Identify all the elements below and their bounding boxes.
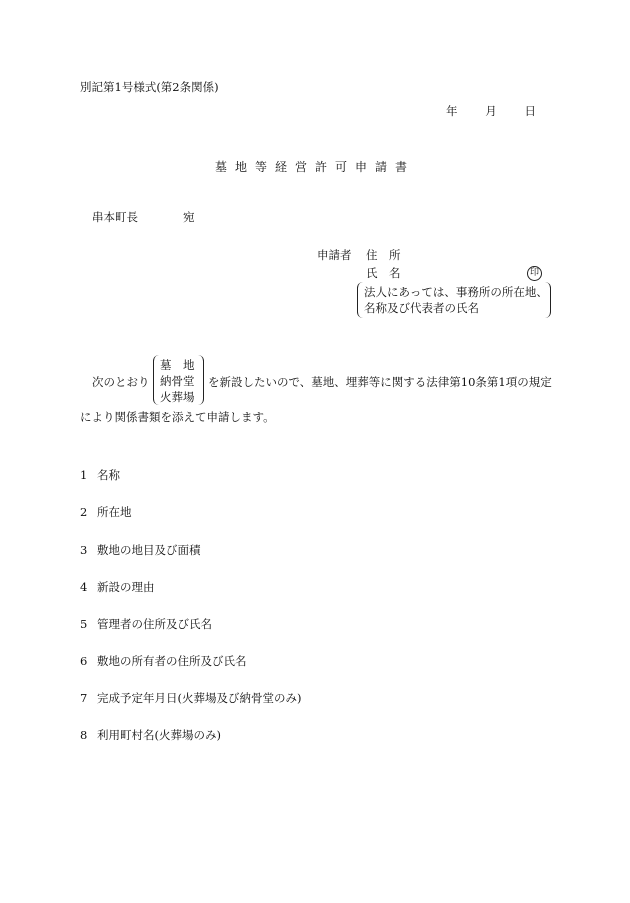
seal-mark: 印 <box>527 266 542 281</box>
facility-option-ossuary: 納骨堂 <box>160 374 195 388</box>
list-item-label: 管理者の住所及び氏名 <box>97 617 212 631</box>
list-item-label: 利用町村名(火葬場のみ) <box>97 728 221 742</box>
list-item-label: 名称 <box>97 468 120 482</box>
form-reference: 別記第1号様式(第2条関係) <box>80 80 219 94</box>
name-label: 氏 名 <box>366 266 401 280</box>
facility-option-cemetery: 墓 地 <box>160 358 195 372</box>
date-year-label: 年 <box>446 104 458 118</box>
date-day-label: 日 <box>524 104 536 118</box>
corporate-note-line2: 名称及び代表者の氏名 <box>364 301 479 315</box>
addressee-name: 串本町長 <box>92 210 138 224</box>
addressee-suffix: 宛 <box>183 210 195 224</box>
list-item-number: 3 <box>80 543 88 557</box>
list-item-number: 4 <box>80 580 88 594</box>
corporate-note-line1: 法人にあっては、事務所の所在地、 <box>364 285 548 299</box>
list-item-number: 5 <box>80 617 88 631</box>
list-item-label: 所在地 <box>97 505 132 519</box>
list-item-number: 1 <box>80 468 88 482</box>
list-item-label: 敷地の地目及び面積 <box>97 543 201 557</box>
facility-option-crematorium: 火葬場 <box>160 390 195 404</box>
list-item-number: 2 <box>80 505 88 519</box>
body-intro: 次のとおり <box>92 375 150 389</box>
list-item-label: 新設の理由 <box>97 580 155 594</box>
body-text-line1: を新設したいので、墓地、埋葬等に関する法律第10条第1項の規定 <box>208 375 552 389</box>
list-item-number: 6 <box>80 654 88 668</box>
date-line <box>446 103 536 119</box>
document-title: 墓地等経営許可申請書 <box>214 160 415 174</box>
list-item-label: 敷地の所有者の住所及び氏名 <box>97 654 247 668</box>
body-text-line2: により関係書類を添えて申請します。 <box>80 410 275 424</box>
applicant-label: 申請者 <box>317 248 352 262</box>
list-item-number: 8 <box>80 728 88 742</box>
date-month-label: 月 <box>485 104 497 118</box>
list-item-number: 7 <box>80 691 88 705</box>
address-label: 住 所 <box>366 248 401 262</box>
list-item-label: 完成予定年月日(火葬場及び納骨堂のみ) <box>97 691 302 705</box>
